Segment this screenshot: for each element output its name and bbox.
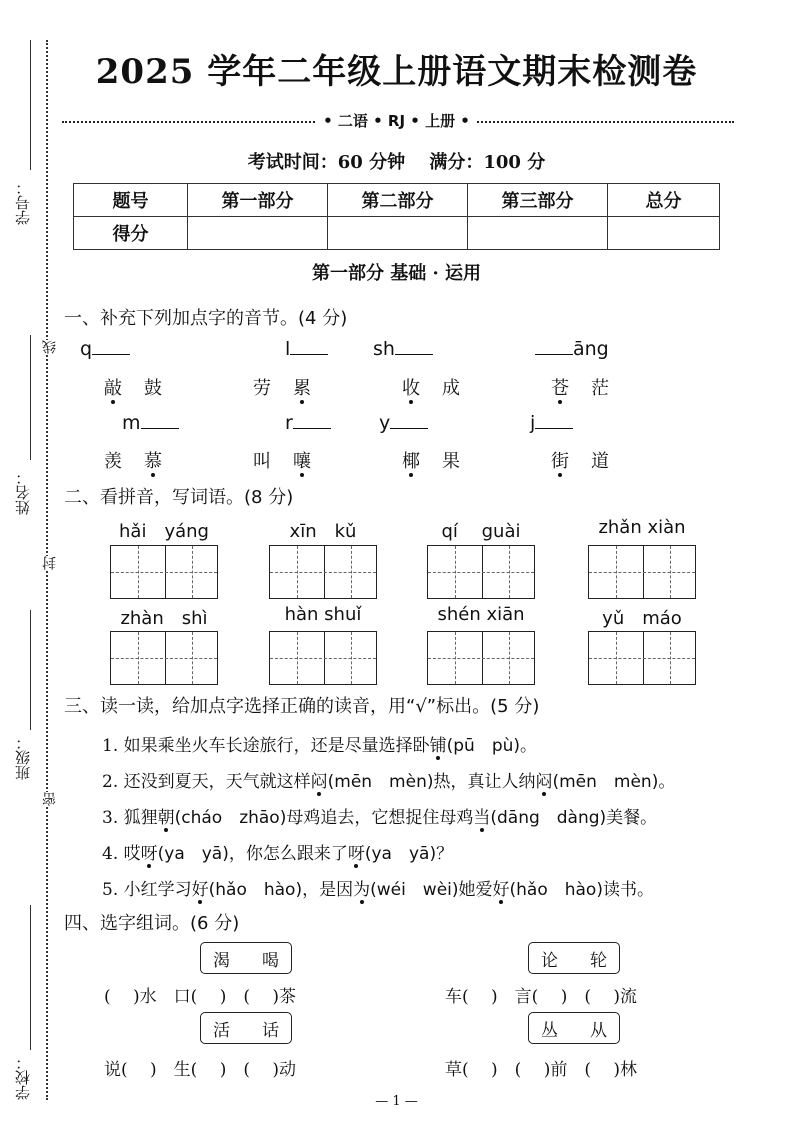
choice-char: 从 (590, 1020, 607, 1041)
binding-dotted-line (46, 40, 48, 1100)
page-title: 2025 学年二年级上册语文期末检测卷 (95, 52, 698, 92)
syllable-blank[interactable] (290, 338, 328, 355)
syllable-final: āng (573, 338, 609, 360)
grid-line (111, 572, 217, 573)
table-header: 第三部分 (468, 184, 608, 217)
pinyin-options[interactable]: (cháo zhāo) (174, 808, 287, 828)
q4-heading: 四、选字组词。(6 分) (64, 913, 240, 934)
sentence-text: 。 (520, 736, 538, 756)
word-blanks[interactable]: ( )水 口( ) ( )茶 (104, 987, 297, 1007)
dotted-char: 为 (353, 875, 370, 900)
pinyin-label: hǎi yáng (119, 521, 209, 542)
grid-line (589, 572, 695, 573)
pinyin-options[interactable]: (hǎo hào) (208, 880, 303, 900)
syllable-initial: sh (373, 338, 395, 360)
choice-char: 活 (213, 1020, 230, 1041)
writing-grid[interactable] (588, 631, 696, 685)
writing-grid[interactable] (269, 545, 377, 599)
seal-char-line: 线 (42, 340, 58, 354)
sentence-text: 4. 哎 (102, 844, 141, 864)
char: 鼓 (144, 378, 162, 399)
word-blanks[interactable]: 车( ) 言( ) ( )流 (445, 987, 638, 1007)
word (104, 374, 162, 400)
score-cell[interactable] (188, 217, 328, 250)
syllable-item (379, 412, 428, 434)
seal-char-secret: 密 (42, 792, 58, 806)
q2-heading: 二、看拼音，写词语。(8 分) (64, 487, 294, 508)
char: 羡 (104, 451, 122, 472)
pinyin-label: qí guài (441, 521, 521, 542)
subtitle (0, 110, 793, 131)
pinyin-options[interactable]: (wéi wèi) (370, 880, 459, 900)
table-row (74, 217, 720, 250)
syllable-blank[interactable] (535, 412, 573, 429)
pinyin-label: zhǎn xiàn (598, 517, 686, 538)
word-blanks[interactable]: 草( ) ( )前 ( )林 (445, 1060, 638, 1080)
school-line (30, 905, 31, 1050)
char-choice-box (528, 942, 620, 974)
sentence-text: 热，真让人纳 (433, 772, 536, 792)
syllable-blank[interactable] (395, 338, 433, 355)
word (402, 447, 460, 473)
sentence-text: 美餐。 (606, 808, 658, 828)
syllable-initial: q (80, 338, 93, 360)
subtitle-text: • 二语 • RJ • 上册 • (317, 112, 476, 130)
writing-grid[interactable] (110, 545, 218, 599)
word (253, 374, 311, 400)
syllable-initial: j (530, 412, 536, 434)
name-line (30, 335, 31, 460)
seal-char-seal: 封 (42, 556, 58, 570)
grid-line (270, 572, 376, 573)
table-header: 第二部分 (328, 184, 468, 217)
syllable-initial: r (285, 412, 293, 434)
page-number: — 1 — (375, 1094, 418, 1109)
sentence-text: ？ (436, 844, 454, 864)
choice-char: 丛 (541, 1020, 558, 1041)
choice-char: 话 (262, 1020, 279, 1041)
class-label: 班级： (14, 735, 32, 780)
syllable-initial: m (122, 412, 141, 434)
score-table (73, 183, 720, 250)
word (551, 374, 609, 400)
syllable-blank[interactable] (293, 412, 331, 429)
writing-grid[interactable] (588, 545, 696, 599)
sentence-text: 1. 如果乘坐火车长途旅行，还是尽量选择卧 (102, 736, 430, 756)
dotted-char: 街 (551, 447, 569, 473)
sentence-text: ，你怎么跟来了 (228, 844, 348, 864)
pinyin-label: zhàn shì (120, 608, 208, 629)
dotted-char: 好 (493, 875, 510, 900)
table-header: 第一部分 (188, 184, 328, 217)
pinyin-label: shén xiān (437, 604, 525, 625)
section-title: 第一部分 基础 · 运用 (311, 263, 482, 284)
grid-line (428, 658, 534, 659)
pinyin-label: hàn shuǐ (284, 604, 362, 625)
grid-line (111, 658, 217, 659)
grid-line (589, 658, 695, 659)
char: 劳 (253, 378, 271, 399)
q3-heading: 三、读一读，给加点字选择正确的读音，用“√”标出。(5 分) (64, 696, 540, 717)
q1-heading: 一、补充下列加点字的音节。(4 分) (64, 308, 348, 329)
pinyin-options[interactable]: (dāng dàng) (490, 808, 607, 828)
choice-char: 渴 (213, 950, 230, 971)
syllable-blank[interactable] (535, 338, 573, 355)
char: 成 (442, 378, 460, 399)
sentence-text: 她爱 (458, 880, 493, 900)
school-label: 学校： (14, 1055, 32, 1100)
dotted-char: 呀 (141, 839, 158, 864)
pinyin-options[interactable]: (mēn mèn) (327, 772, 434, 792)
sentence-text: 母鸡追去，它想捉住母鸡 (286, 808, 474, 828)
dotted-char: 累 (293, 374, 311, 400)
pinyin-label: xīn kǔ (289, 521, 357, 542)
char: 果 (442, 451, 460, 472)
dotted-char: 闷 (311, 767, 328, 792)
dotted-char: 闷 (535, 767, 552, 792)
syllable-blank[interactable] (141, 412, 179, 429)
dotted-char: 椰 (402, 447, 420, 473)
sentence-text: 2. 还没到夏天，天气就这样 (102, 772, 311, 792)
pinyin-options[interactable]: (hǎo hào) (509, 880, 603, 900)
writing-grid[interactable] (269, 631, 377, 685)
row-label: 得分 (74, 217, 188, 250)
syllable-item (373, 338, 433, 360)
pinyin-label: yǔ máo (602, 608, 682, 629)
char: 叫 (253, 451, 271, 472)
grid-line (270, 658, 376, 659)
syllable-blank[interactable] (92, 338, 130, 355)
table-header: 题号 (74, 184, 188, 217)
pinyin-options[interactable]: (pū pù) (446, 736, 521, 756)
syllable-item (285, 412, 331, 434)
word (551, 447, 609, 473)
char-choice-box (200, 1012, 292, 1044)
sentence-text: ，是因 (302, 880, 354, 900)
name-label: 姓名： (14, 470, 32, 515)
syllable-item (285, 338, 328, 360)
grid-line (428, 572, 534, 573)
syllable-initial: l (285, 338, 291, 360)
dotted-char: 铺 (430, 731, 447, 756)
question-item (102, 803, 657, 828)
char-choice-box (528, 1012, 620, 1044)
score-cell[interactable] (608, 217, 720, 250)
sentence-text: 。 (658, 772, 676, 792)
dotted-char: 当 (473, 803, 490, 828)
word-blanks[interactable]: 说( ) 生( ) ( )动 (104, 1060, 297, 1080)
dotted-char: 朝 (158, 803, 175, 828)
pinyin-options[interactable]: (mēn mèn) (552, 772, 659, 792)
dotted-char: 慕 (144, 447, 162, 473)
question-item (102, 875, 654, 900)
char: 茫 (591, 378, 609, 399)
class-line (30, 610, 31, 730)
syllable-item (535, 338, 609, 360)
syllable-item (80, 338, 130, 360)
word (104, 447, 162, 473)
writing-grid[interactable] (110, 631, 218, 685)
syllable-initial: y (379, 412, 391, 434)
dotted-char: 呀 (348, 839, 365, 864)
dotted-char: 好 (192, 875, 209, 900)
question-item (102, 731, 537, 756)
writing-grid[interactable] (427, 545, 535, 599)
writing-grid[interactable] (427, 631, 535, 685)
table-header: 总分 (608, 184, 720, 217)
dotted-char: 嚷 (293, 447, 311, 473)
sentence-text: 读书。 (602, 880, 654, 900)
choice-char: 论 (541, 950, 558, 971)
pinyin-options[interactable]: (ya yā) (157, 844, 229, 864)
question-item (102, 839, 453, 864)
syllable-blank[interactable] (390, 412, 428, 429)
exam-info: 考试时间：60 分钟 满分：100 分 (247, 152, 546, 173)
syllable-item (122, 412, 179, 434)
syllable-item (530, 412, 573, 434)
student-id-label: 学号： (14, 180, 32, 225)
dotted-char: 敲 (104, 374, 122, 400)
sentence-text: 5. 小红学习 (102, 880, 192, 900)
dotted-char: 收 (402, 374, 420, 400)
pinyin-options[interactable]: (ya yā) (364, 844, 437, 864)
table-header-row (74, 184, 720, 217)
choice-char: 轮 (590, 950, 607, 971)
word (253, 447, 311, 473)
sentence-text: 3. 狐狸 (102, 808, 158, 828)
dotted-char: 苍 (551, 374, 569, 400)
word (402, 374, 460, 400)
choice-char: 喝 (262, 950, 279, 971)
score-cell[interactable] (468, 217, 608, 250)
char: 道 (591, 451, 609, 472)
question-item (102, 767, 675, 792)
char-choice-box (200, 942, 292, 974)
score-cell[interactable] (328, 217, 468, 250)
